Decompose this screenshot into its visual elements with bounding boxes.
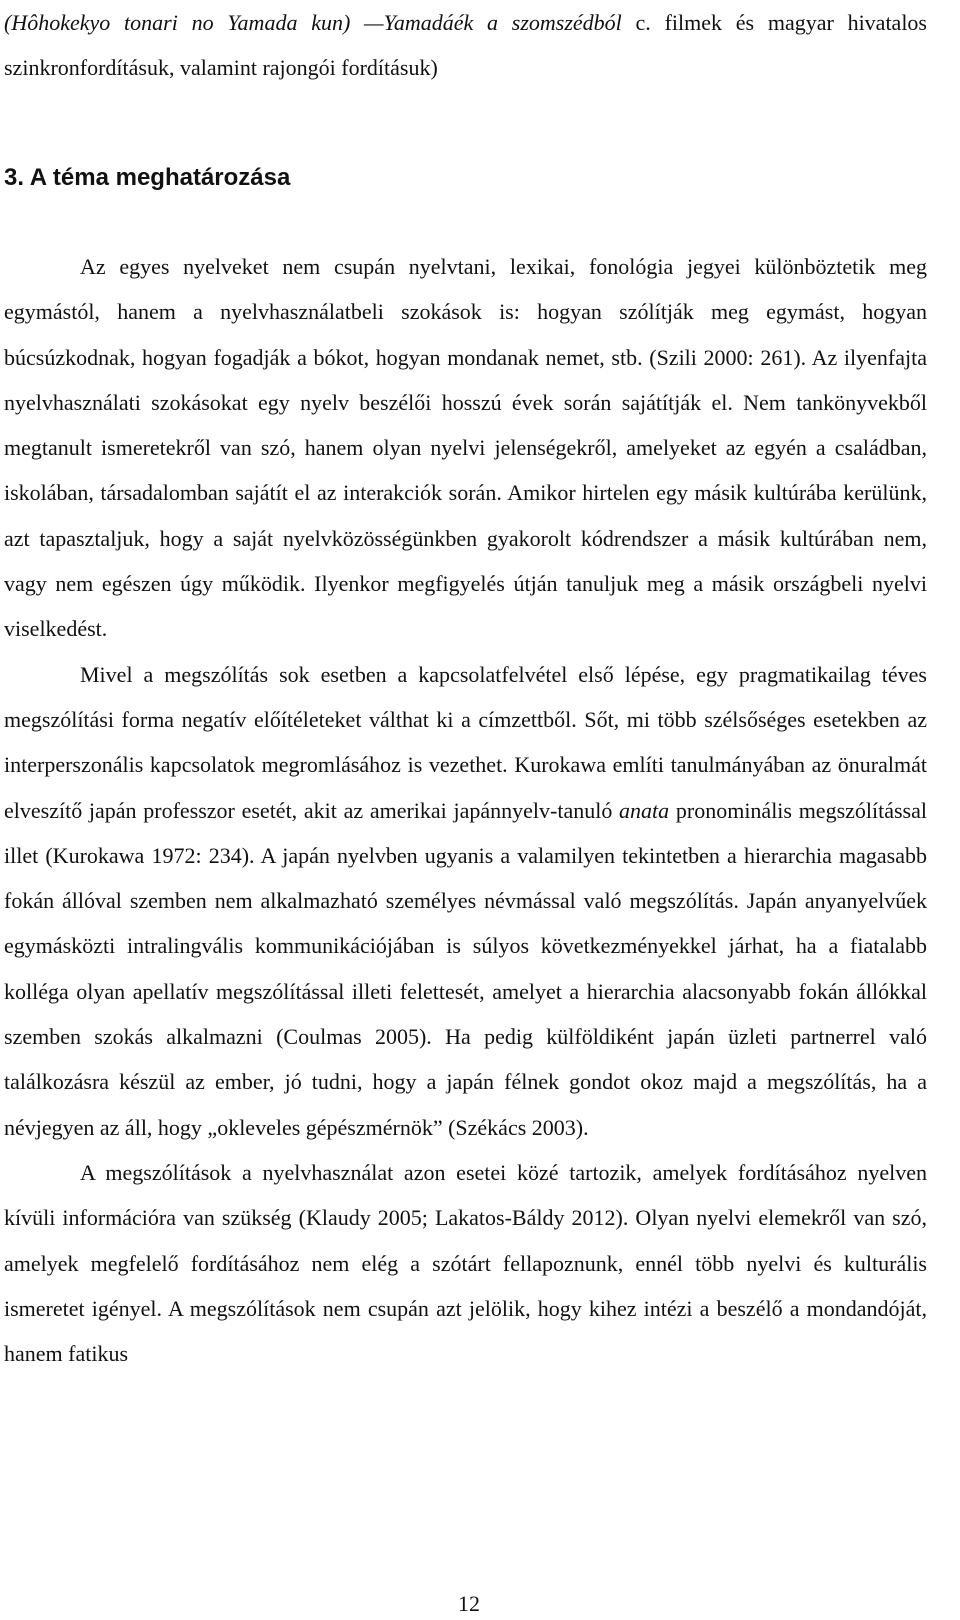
film-title: (Hôhokekyo tonari no Yamada kun) —Yamadáék a szomszédból: [4, 10, 622, 35]
paragraph-1: Az egyes nyelveket nem csupán nyelvtani, lexikai, fonológia jegyei különböztetik meg egymástól, hanem a nyelvhasználatbeli szokások is: hogyan szólítják meg egymást, hogyan búcsúzkodnak, hogyan fogadják a bókot, hogyan mondanak nemet, stb. (Szili 2000: 261). Az ilyenfajta nyelvhasználati szokásokat egy nyelv beszélői hosszú évek során sajátítják el. Nem tankönyvekből megtanult ismeretekről van szó, hanem olyan nyelvi jelenségekről, amelyeket az egyén a családban, iskolában, társadalomban sajátít el az interakciók során. Amikor hirtelen egy másik kultúrába kerülünk, azt tapasztaljuk, hogy a saját nyelvközösségünkben gyakorolt kódrendszer a másik kultúrában nem, vagy nem egészen úgy működik. Ilyenkor megfigyelés útján tanuljuk meg a másik országbeli nyelvi viselkedést.: [4, 254, 927, 642]
section-heading: 3. A téma meghatározása: [4, 164, 291, 191]
paragraph-3: A megszólítások a nyelvhasználat azon esetei közé tartozik, amelyek fordításához nyelven kívüli információra van szükség (Klaudy 2005; Lakatos-Báldy 2012). Olyan nyelvi elemekről van szó, amelyek megfelelő fordításához nem elég a szótárt fellapoznunk, ennél több nyelvi és kulturális ismeretet igényel. A megszólítások nem csupán azt jelölik, hogy kihez intézi a beszélő a mondandóját, hanem fatikus: [4, 1159, 927, 1367]
continuation-rest: c. filmek és magyar hivatalos szinkronfordításuk, valamint rajongói fordításuk): [4, 10, 927, 80]
paragraph-2-part-2: pronominális megszólítással illet (Kurokawa 1972: 234). A japán nyelvben ugyanis a valamilyen tekintetben a hierarchia magasabb fokán állóval szemben nem alkalmazható személyes névmással való megszólítás. Japán anyanyelvűek egymásközti intralingvális kommunikációjában is súlyos következményekkel járhat, ha a fiatalabb kolléga olyan apellatív megszólítással illeti felettesét, amelyet a hierarchia alacsonyabb fokán állókkal szemben szokás alkalmazni (Coulmas 2005). Ha pedig külföldiként japán üzleti partnerrel való találkozásra készül az ember, jó tudni, hogy a japán félnek gondot okoz majd a megszólítás, ha a névjegyen az áll, hogy „okleveles gépészmérnök” (Székács 2003).: [4, 797, 927, 1140]
paragraph-2: [4, 652, 927, 1150]
continuation-text: [4, 0, 927, 90]
anata-term: anata: [619, 797, 670, 823]
body-text: [4, 244, 927, 1376]
paragraph-2-part-1: Mivel a megszólítás sok esetben a kapcsolatfelvétel első lépése, egy pragmatikailag téves megszólítási forma negatív előítéleteket válthat ki a címzettből. Sőt, mi több szélsőséges esetekben az interperszonális kapcsolatok megromlásához is vezethet. Kurokawa említi tanulmányában az önuralmát elveszítő japán professzor esetét, akit az amerikai japánnyelv-tanuló: [4, 661, 927, 823]
page-number: 12: [458, 1591, 480, 1616]
